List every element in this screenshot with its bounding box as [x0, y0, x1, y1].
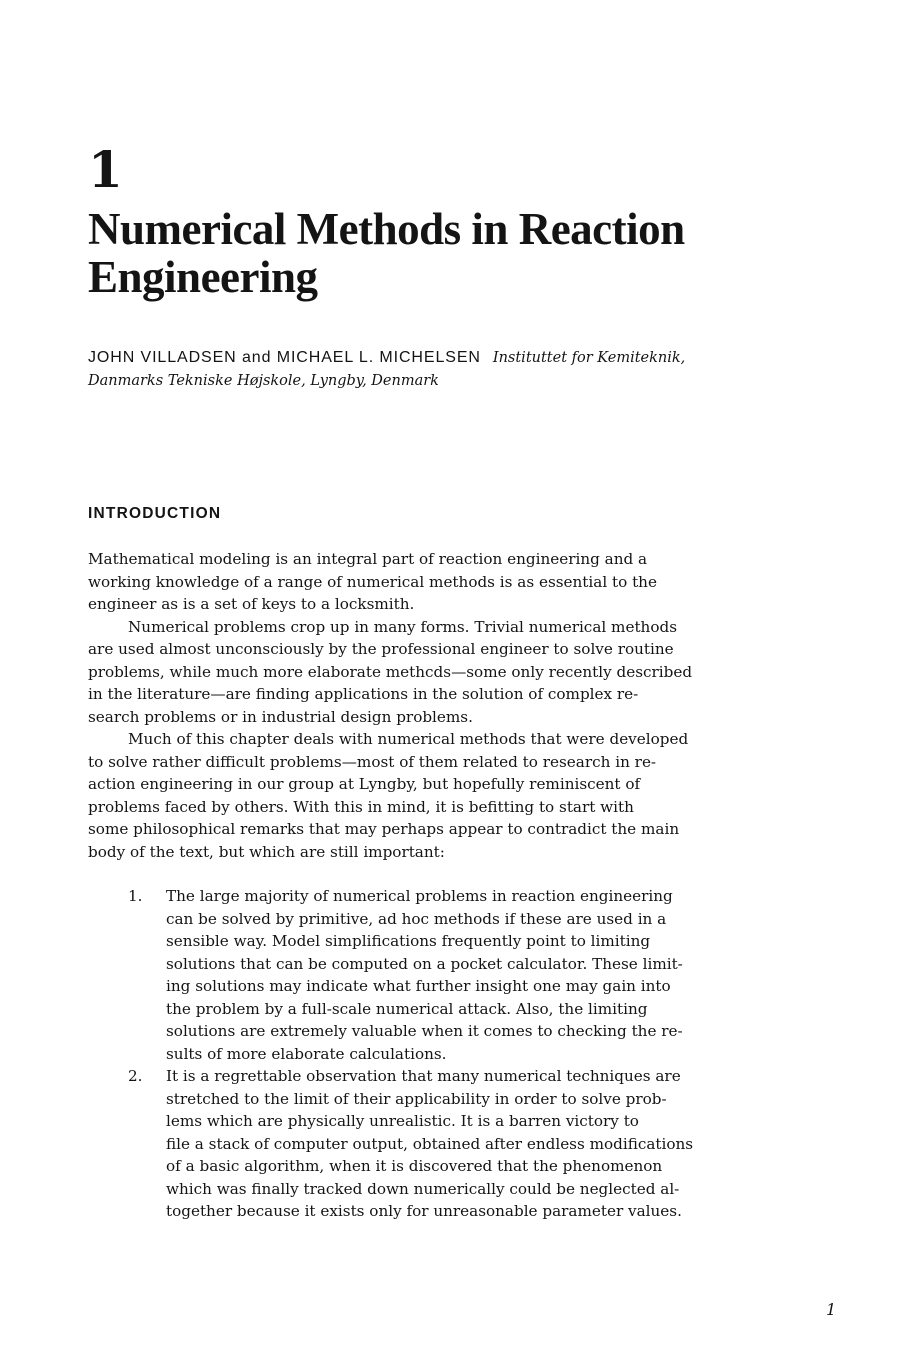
chapter-number: 1 — [88, 140, 123, 199]
text-line: of a basic algorithm, when it is discovered that the phenomenon — [166, 1157, 663, 1175]
chapter-title — [88, 205, 848, 301]
text-line: The large majority of numerical problems in reaction engineering — [166, 887, 673, 905]
text-line: problems, while much more elaborate methcds—some only recently described — [88, 662, 693, 681]
text-line: together because it exists only for unreasonable parameter values. — [166, 1202, 682, 1220]
text-line: which was finally tracked down numerically could be neglected al- — [166, 1179, 680, 1198]
text-line: working knowledge of a range of numerical methods is as essential to the — [88, 572, 657, 591]
text-line: body of the text, but which are still important: — [88, 842, 445, 861]
text-line: Mathematical modeling is an integral part of reaction engineering and a — [88, 550, 648, 568]
text-line: engineer as is a set of keys to a locksmith. — [88, 595, 415, 613]
list-item-number: 1. — [128, 887, 143, 905]
text-line: some philosophical remarks that may perhaps appear to contradict the main — [88, 820, 680, 838]
list-item — [88, 1065, 848, 1223]
numbered-list — [88, 885, 848, 1223]
body-text — [88, 548, 848, 1223]
list-item — [88, 885, 848, 1065]
text-line: lems which are physically unrealistic. It is a barren victory to — [166, 1112, 639, 1130]
chapter-title-line: Engineering — [88, 252, 318, 302]
paragraph — [88, 728, 848, 863]
text-line: sensible way. Model simplifications frequently point to limiting — [166, 932, 651, 950]
text-line: in the literature—are finding applications in the solution of complex re- — [88, 685, 639, 703]
paragraph — [88, 616, 848, 729]
text-line: solutions are extremely valuable when it comes to checking the re- — [166, 1022, 683, 1040]
text-line: Numerical problems crop up in many forms. Trivial numerical methods — [128, 617, 677, 636]
text-line: search problems or in industrial design problems. — [88, 707, 473, 726]
chapter-title-line: Numerical Methods in Reaction — [88, 204, 685, 254]
text-line: solutions that can be computed on a pocket calculator. These limit- — [166, 954, 683, 973]
section-heading: INTRODUCTION — [88, 505, 222, 522]
page-number: 1 — [826, 1300, 837, 1319]
text-line: file a stack of computer output, obtained after endless modifications — [166, 1134, 694, 1153]
affiliation: Instituttet for Kemiteknik, — [492, 350, 686, 366]
text-line: the problem by a full-scale numerical attack. Also, the limiting — [166, 999, 648, 1018]
text-line: are used almost unconsciously by the professional engineer to solve routine — [88, 640, 674, 658]
text-line: to solve rather difficult problems—most of them related to research in re- — [88, 752, 657, 771]
text-line: can be solved by primitive, ad hoc methods if these are used in a — [166, 909, 667, 928]
text-line: problems faced by others. With this in mind, it is befitting to start with — [88, 797, 634, 816]
author-names: JOHN VILLADSEN and MICHAEL L. MICHELSEN — [88, 349, 481, 366]
text-line: It is a regrettable observation that many numerical techniques are — [166, 1067, 681, 1085]
text-line: stretched to the limit of their applicability in order to solve prob- — [166, 1089, 667, 1108]
text-line: sults of more elaborate calculations. — [166, 1044, 447, 1063]
author-block — [88, 346, 848, 393]
list-item-number: 2. — [128, 1067, 143, 1085]
affiliation-continued: Danmarks Tekniske Højskole, Lyngby, Denmark — [88, 373, 439, 389]
paragraph — [88, 548, 848, 616]
text-line: Much of this chapter deals with numerical methods that were developed — [128, 730, 689, 748]
text-line: ing solutions may indicate what further insight one may gain into — [166, 977, 671, 995]
text-line: action engineering in our group at Lyngby, but hopefully reminiscent of — [88, 775, 641, 793]
